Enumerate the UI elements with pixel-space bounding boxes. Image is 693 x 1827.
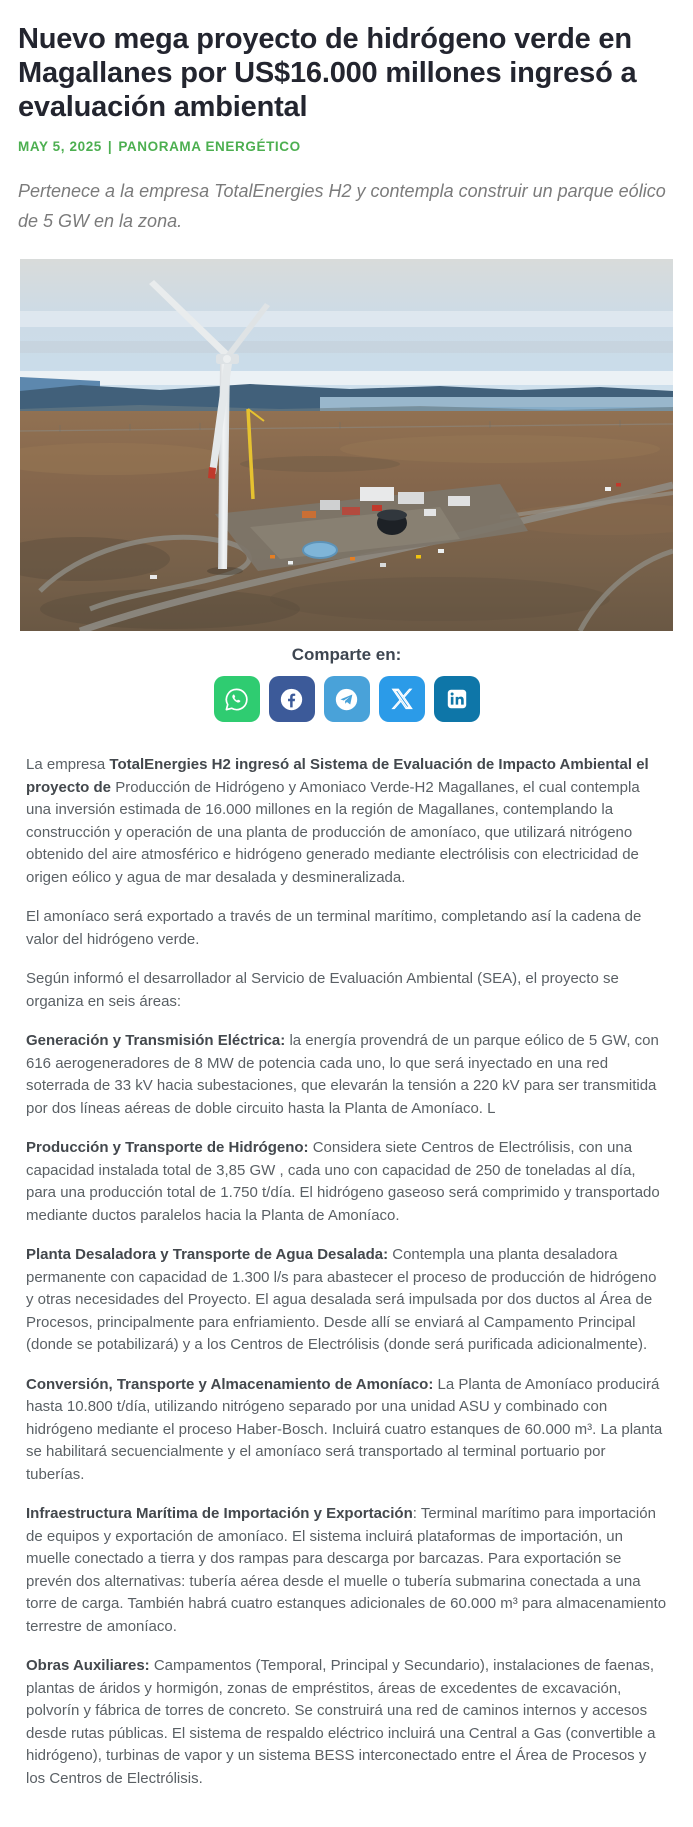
paragraph-text: La empresa bbox=[26, 756, 110, 773]
paragraph-bold-text: Planta Desaladora y Transporte de Agua Desalada: bbox=[26, 1246, 393, 1263]
meta-separator: | bbox=[107, 139, 113, 154]
share-label: Comparte en: bbox=[291, 645, 402, 664]
publish-date: MAY 5, 2025 bbox=[18, 139, 102, 154]
paragraph bbox=[26, 1244, 667, 1357]
article-subtitle: Pertenece a la empresa TotalEnergies H2 y contempla construir un parque eólico de 5 GW en la zona. bbox=[18, 181, 666, 231]
paragraph-text: Producción de Hidrógeno y Amoniaco Verde-H2 Magallanes, el cual contempla una inversión estimada de 16.000 millones en la región de Magallanes, contemplando la construcción y operación de una planta de producción de amoníaco, que utilizará nitrógeno obtenido del aire atmosférico e hidrógeno generado mediante electrólisis con electricidad de origen eólico y agua de mar desalada y desmineralizada. bbox=[26, 778, 640, 886]
paragraph-bold-text: Generación y Transmisión Eléctrica: bbox=[26, 1032, 290, 1049]
paragraph-text: Contempla una planta desaladora permanente con capacidad de 1.300 l/s para abastecer el proceso de producción de hidrógeno y otras necesidades del Proyecto. El agua desalada será impulsada por dos ductos al Área de Procesos, principalmente para enfriamiento. Desde allí se enviará al Campamento Principal (donde se potabilizará) y a los Centros de Electrólisis (donde será purificada adicionalmente). bbox=[26, 1246, 657, 1353]
page-title: Nuevo mega proyecto de hidrógeno verde en Magallanes por US$16.000 millones ingresó a evaluación ambiental bbox=[18, 23, 637, 123]
share-buttons bbox=[0, 676, 693, 722]
paragraph bbox=[26, 754, 667, 889]
paragraph bbox=[26, 906, 667, 951]
facebook-icon bbox=[278, 686, 305, 713]
whatsapp-icon bbox=[223, 686, 250, 713]
paragraph-text: Considera siete Centros de Electrólisis, con una capacidad instalada total de 3,85 GW , cada uno con capacidad de 250 de toneladas al día, para una producción total de 1.750 t/día. El hidrógeno gaseoso será comprimido y transportado mediante ductos paralelos hacia la Planta de Amoníaco. bbox=[26, 1139, 660, 1224]
paragraph-text: Campamentos (Temporal, Principal y Secundario), instalaciones de faenas, plantas de áridos y hormigón, zonas de empréstitos, áreas de excedentes de excavación, polvorín y fábrica de torres de concreto. Se construirá una red de caminos internos y accesos desde rutas públicas. El sistema de respaldo eléctrico incluirá una Central a Gas (convertible a hidrógeno), turbinas de vapor y un sistema BESS interconectado entre el Área de Procesos y los Centros de Electrólisis. bbox=[26, 1657, 656, 1787]
share-button-linkedin[interactable] bbox=[434, 676, 480, 722]
paragraph bbox=[26, 1503, 667, 1638]
paragraph-text: : Terminal marítimo para importación de equipos y exportación de amoníaco. El sistema incluirá plataformas de importación, un muelle conectado a tierra y dos rampas para descarga por barcazas. Para exportación se prevén dos alternativas: tubería aérea desde el muelle o tubería submarina conectada a una torre de carga. También habrá cuatro estanques adicionales de 60.000 m³ para almacenamiento terrestre de amoníaco. bbox=[26, 1505, 667, 1635]
paragraph-text: la energía provendrá de un parque eólico de 5 GW, con 616 aerogeneradores de 8 MW de potencia cada uno, lo que será inyectado en una red soterrada de 33 kV hacia subestaciones, que elevarán la tensión a 220 kV para ser transmitida por dos líneas aéreas de doble circuito hasta la Planta de Amoníaco. L bbox=[26, 1032, 659, 1117]
paragraph-text: La Planta de Amoníaco producirá hasta 10.800 t/día, utilizando nitrógeno separado por una unidad ASU y combinado con hidrógeno mediante el proceso Haber-Bosch. Incluirá cuatro estanques de 60.000 m³. La planta se habilitará secuencialmente y el amoníaco será transportado al terminal portuario por tuberías. bbox=[26, 1375, 663, 1483]
paragraph bbox=[26, 1655, 667, 1790]
wind-turbine-photo-illustration bbox=[20, 259, 673, 631]
linkedin-icon bbox=[444, 686, 470, 712]
hero-image bbox=[20, 259, 673, 631]
share-button-whatsapp[interactable] bbox=[214, 676, 260, 722]
telegram-icon bbox=[333, 686, 360, 713]
paragraph-bold-text: Obras Auxiliares: bbox=[26, 1657, 154, 1674]
paragraph bbox=[26, 968, 667, 1013]
paragraph-text: El amoníaco será exportado a través de un terminal marítimo, completando así la cadena de valor del hidrógeno verde. bbox=[26, 908, 642, 948]
share-button-telegram[interactable] bbox=[324, 676, 370, 722]
article-header bbox=[0, 0, 693, 236]
category-link[interactable]: PANORAMA ENERGÉTICO bbox=[118, 139, 301, 154]
article-body bbox=[0, 722, 693, 1817]
x-twitter-icon bbox=[389, 686, 415, 712]
paragraph-bold-text: Conversión, Transporte y Almacenamiento de Amoníaco: bbox=[26, 1375, 438, 1393]
share-button-facebook[interactable] bbox=[269, 676, 315, 722]
paragraph-bold-text: TotalEnergies H2 ingresó al Sistema de Evaluación de Impacto Ambiental el proyecto de bbox=[26, 756, 649, 796]
article-meta bbox=[18, 139, 673, 154]
paragraph bbox=[26, 1030, 667, 1120]
share-button-x[interactable] bbox=[379, 676, 425, 722]
paragraph-bold-text: Producción y Transporte de Hidrógeno: bbox=[26, 1139, 313, 1156]
paragraph-bold-text: Infraestructura Marítima de Importación y Exportación bbox=[26, 1505, 413, 1522]
paragraph bbox=[26, 1374, 667, 1487]
paragraph bbox=[26, 1137, 667, 1227]
paragraph-text: Según informó el desarrollador al Servicio de Evaluación Ambiental (SEA), el proyecto se organiza en seis áreas: bbox=[26, 970, 619, 1010]
